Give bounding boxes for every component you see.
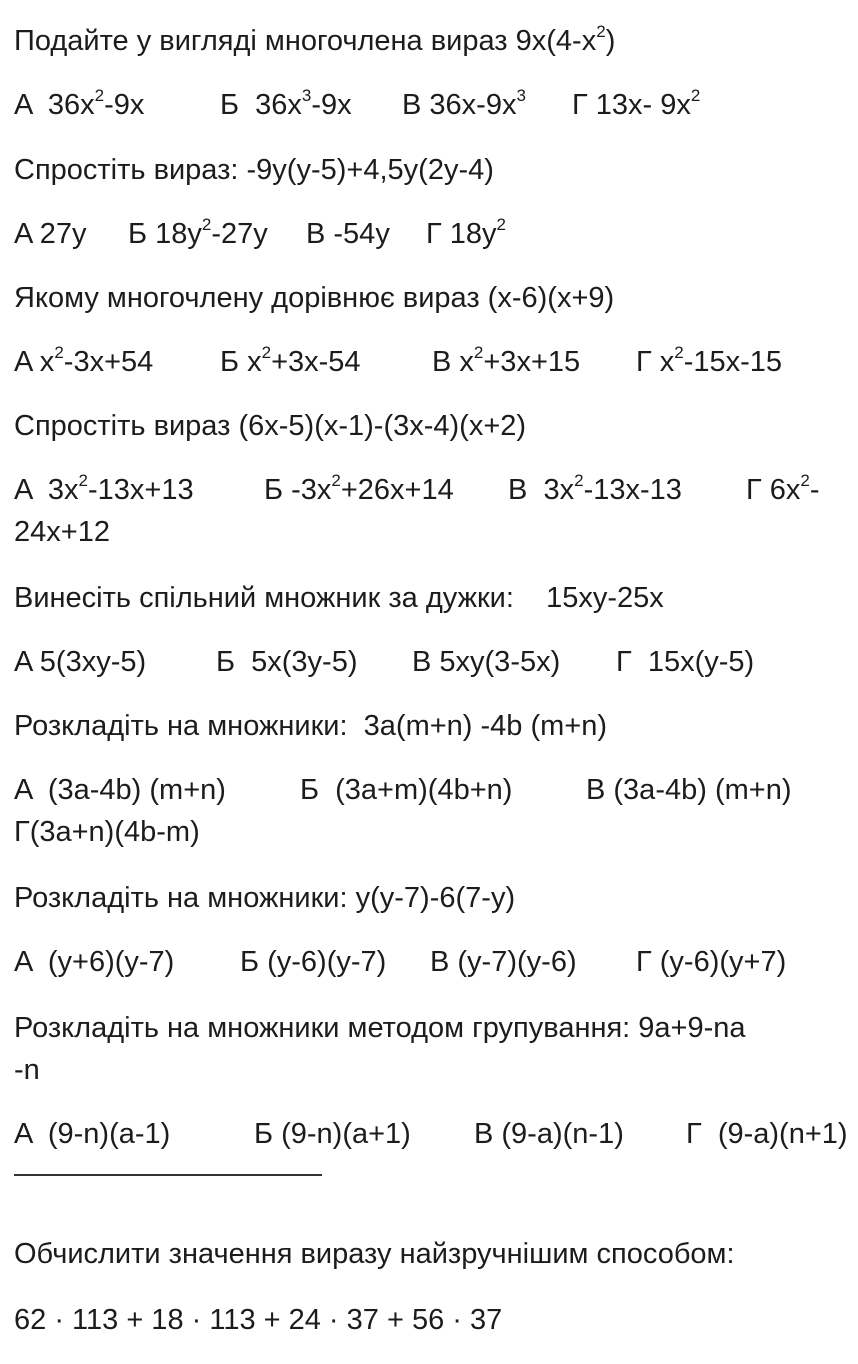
option-v[interactable]: В 5xy(3-5x) <box>412 646 561 678</box>
question-8-wrap: -n <box>14 1054 40 1086</box>
option-a[interactable]: A $3x^2-13x+13$ <box>14 471 194 506</box>
option-b[interactable]: Б (y-6)(y-7) <box>240 946 387 978</box>
option-b[interactable]: Б (3a+m)(4b+n) <box>300 774 513 806</box>
question-6: Розкладіть на множники: 3a(m+n) -4b (m+n) <box>14 710 608 742</box>
divider-line <box>14 1174 322 1176</box>
final-question: Обчислити значення виразу найзручнішим способом: <box>14 1238 735 1270</box>
option-a[interactable]: A (9-n)(a-1) <box>14 1118 171 1150</box>
option-v[interactable]: В $x^2+3x+15$ <box>432 343 581 378</box>
question-7: Розкладіть на множники: y(y-7)-6(7-y) <box>14 882 516 914</box>
option-a[interactable]: A (3a-4b) (m+n) <box>14 774 226 806</box>
option-g[interactable]: Г $6x^2-$ <box>746 471 820 506</box>
question-4: Спростіть вираз (6x-5)(x-1)-(3x-4)(x+2) <box>14 410 527 442</box>
option-a[interactable]: A 5(3xy-5) <box>14 646 147 678</box>
option-g[interactable]: Г $18y^2$ <box>426 215 506 250</box>
question-8: Розкладіть на множники методом групування: 9a+9-na <box>14 1012 746 1044</box>
option-b[interactable]: Б $18y^2-27y$ <box>128 215 268 250</box>
option-b[interactable]: Б $x^2+3x-54$ <box>220 343 361 378</box>
option-a[interactable]: A (y+6)(y-7) <box>14 946 175 978</box>
option-g[interactable]: Г $x^2-15x-15$ <box>636 343 783 378</box>
final-expression: 62 · 113 + 18 · 113 + 24 · 37 + 56 · 37 <box>14 1304 503 1336</box>
option-v[interactable]: В $3x^2-13x-13$ <box>508 471 682 506</box>
option-a[interactable]: A $36x^2-9x$ <box>14 86 145 121</box>
option-g[interactable]: Г(3a+n)(4b-m) <box>14 816 200 848</box>
option-b[interactable]: Б $36x^3-9x$ <box>220 86 352 121</box>
option-v[interactable]: В $36x-9x^3$ <box>402 86 526 121</box>
option-a[interactable]: A 27y <box>14 218 87 250</box>
question-3: Якому многочлену дорівнює вираз (x-6)(x+9) <box>14 282 615 314</box>
option-v[interactable]: В (3a-4b) (m+n) <box>586 774 792 806</box>
option-g[interactable]: Г (9-a)(n+1) <box>686 1118 848 1150</box>
option-v[interactable]: В (9-a)(n-1) <box>474 1118 624 1150</box>
question-1: Подайте у вигляді многочлена вираз $9x(4-x^2)$ <box>14 22 616 57</box>
option-v[interactable]: В (y-7)(y-6) <box>430 946 577 978</box>
question-2: Спростіть вираз: -9y(y-5)+4,5y(2y-4) <box>14 154 494 186</box>
options-4-wrap: 24x+12 <box>14 516 110 548</box>
option-a[interactable]: A $x^2-3x+54$ <box>14 343 154 378</box>
option-b[interactable]: Б $-3x^2+26x+14$ <box>264 471 454 506</box>
option-b[interactable]: Б 5x(3y-5) <box>216 646 358 678</box>
question-5: Винесіть спільний множник за дужки: 15xy-25x <box>14 582 664 614</box>
option-b[interactable]: Б (9-n)(a+1) <box>254 1118 411 1150</box>
option-v[interactable]: В -54y <box>306 218 390 250</box>
option-g[interactable]: Г 13x- $9x^2$ <box>572 86 701 121</box>
option-g[interactable]: Г 15x(y-5) <box>616 646 755 678</box>
option-g[interactable]: Г (y-6)(y+7) <box>636 946 787 978</box>
